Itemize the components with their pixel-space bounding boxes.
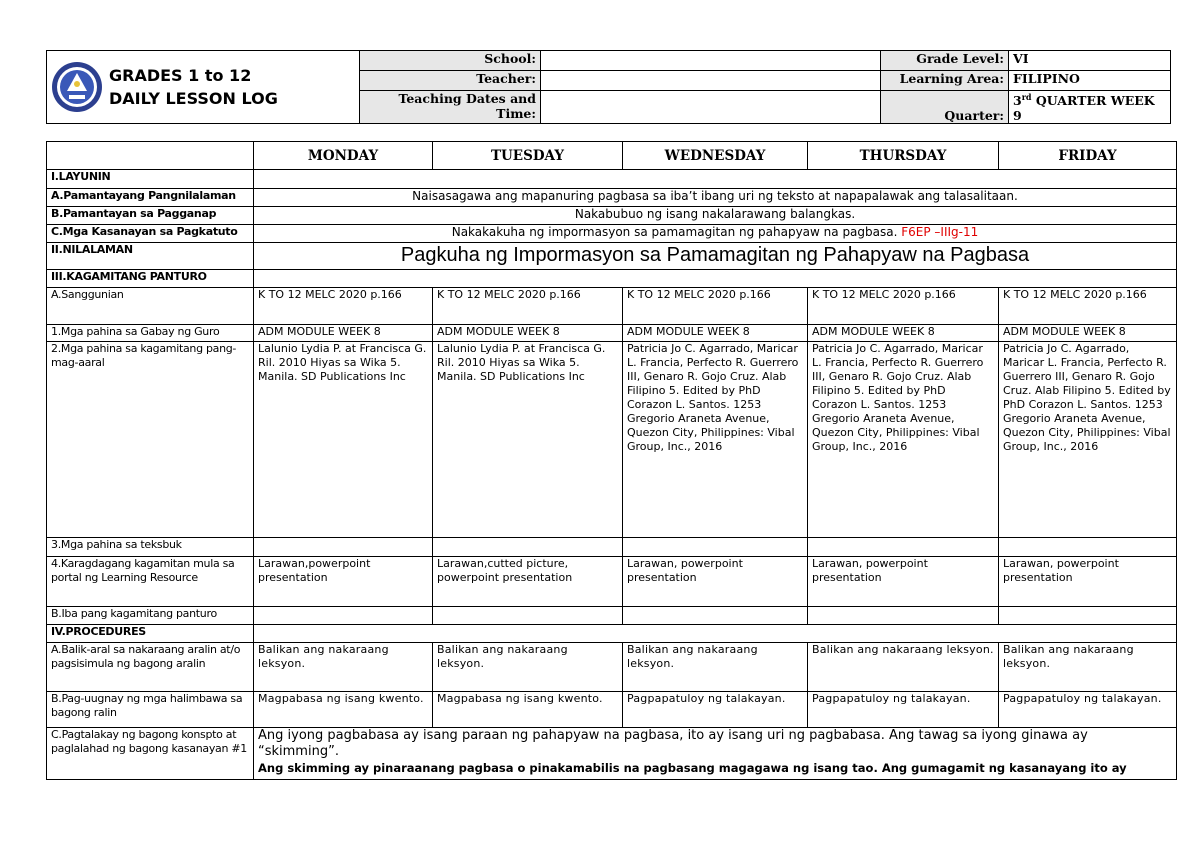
karagdagang-friday[interactable]: Larawan, powerpoint presentation <box>999 557 1177 607</box>
day-header-tuesday: TUESDAY <box>433 142 623 170</box>
kasanayan-text: Nakakakuha ng impormasyon sa pamamagitan ng pahapyaw na pagbasa. <box>451 225 898 239</box>
teacher-field[interactable] <box>541 71 881 91</box>
pagtalakay-paragraph-1: Ang iyong pagbabasa ay isang paraan ng pahapyaw na pagbasa, ito ay isang uri ng pagbabasa. Ang tawag sa iyong ginawa ay “skimming”. <box>258 728 1088 759</box>
label-kagamitang-pang-mag-aaral: 2.Mga pahina sa kagamitang pang-mag-aaral <box>47 342 254 538</box>
teksbuk-friday[interactable] <box>999 538 1177 557</box>
corner-cell <box>47 142 254 170</box>
quarter-field[interactable] <box>1009 91 1171 124</box>
teksbuk-tuesday[interactable] <box>433 538 623 557</box>
label-pamantayang-pangnilalaman: A.Pamantayang Pangnilalaman <box>47 189 254 207</box>
label-sanggunian: A.Sanggunian <box>47 288 254 325</box>
balik-friday[interactable]: Balikan ang nakaraang leksyon. <box>999 643 1177 692</box>
iba-friday[interactable] <box>999 607 1177 625</box>
kasanayan-code: F6EP –IIIg-11 <box>901 225 979 239</box>
day-header-wednesday: WEDNESDAY <box>623 142 808 170</box>
kagamitang-friday[interactable]: Patricia Jo C. Agarrado, Maricar L. Francia, Perfecto R. Guerrero III, Genaro R. Gojo Cruz. Alab Filipino 5. Edited by PhD Corazon L. Santos. 1253 Gregorio Araneta Avenue, Quezon City, Philippines: Vibal Group, Inc., 2016 <box>999 342 1177 538</box>
kagamitang-blank[interactable] <box>254 270 1177 288</box>
teacher-label: Teacher: <box>360 71 541 91</box>
value-kasanayan[interactable] <box>254 225 1177 243</box>
label-pag-uugnay: B.Pag-uugnay ng mga halimbawa sa bagong ralin <box>47 692 254 728</box>
grade-level-field[interactable]: VI <box>1009 51 1171 71</box>
kagamitang-tuesday[interactable]: Lalunio Lydia P. at Francisca G. Ril. 2010 Hiyas sa Wika 5. Manila. SD Publications Inc <box>433 342 623 538</box>
balik-tuesday[interactable]: Balikan ang nakaraang leksyon. <box>433 643 623 692</box>
balik-thursday[interactable]: Balikan ang nakaraang leksyon. <box>808 643 999 692</box>
quarter-ordinal: rd <box>1021 91 1032 102</box>
day-header-thursday: THURSDAY <box>808 142 999 170</box>
layunin-blank[interactable] <box>254 170 1177 189</box>
balik-wednesday[interactable]: Balikan ang nakaraang leksyon. <box>623 643 808 692</box>
gabay-monday[interactable]: ADM MODULE WEEK 8 <box>254 325 433 342</box>
paguugnay-friday[interactable]: Pagpapatuloy ng talakayan. <box>999 692 1177 728</box>
teaching-dates-label-line2: Time: <box>496 106 536 121</box>
label-gabay-ng-guro: 1.Mga pahina sa Gabay ng Guro <box>47 325 254 342</box>
label-iba-pang-kagamitan: B.Iba pang kagamitang panturo <box>47 607 254 625</box>
gabay-thursday[interactable]: ADM MODULE WEEK 8 <box>808 325 999 342</box>
sanggunian-thursday[interactable]: K TO 12 MELC 2020 p.166 <box>808 288 999 325</box>
paguugnay-monday[interactable]: Magpabasa ng isang kwento. <box>254 692 433 728</box>
karagdagang-tuesday[interactable]: Larawan,cutted picture, powerpoint presentation <box>433 557 623 607</box>
quarter-text: QUARTER WEEK 9 <box>1013 93 1155 123</box>
sanggunian-friday[interactable]: K TO 12 MELC 2020 p.166 <box>999 288 1177 325</box>
label-kasanayan: C.Mga Kasanayan sa Pagkatuto <box>47 225 254 243</box>
kagamitang-wednesday[interactable]: Patricia Jo C. Agarrado, Maricar L. Francia, Perfecto R. Guerrero III, Genaro R. Gojo Cruz. Alab Filipino 5. Edited by PhD Corazon L. Santos. 1253 Gregorio Araneta Avenue, Quezon City, Philippines: Vibal Group, Inc., 2016 <box>623 342 808 538</box>
paguugnay-thursday[interactable]: Pagpapatuloy ng talakayan. <box>808 692 999 728</box>
paguugnay-tuesday[interactable]: Magpabasa ng isang kwento. <box>433 692 623 728</box>
label-balik-aral: A.Balik-aral sa nakaraang aralin at/o pagsisimula ng bagong aralin <box>47 643 254 692</box>
day-header-friday: FRIDAY <box>999 142 1177 170</box>
school-label: School: <box>360 51 541 71</box>
section-kagamitang-panturo: III.KAGAMITANG PANTURO <box>47 270 254 288</box>
gabay-friday[interactable]: ADM MODULE WEEK 8 <box>999 325 1177 342</box>
iba-tuesday[interactable] <box>433 607 623 625</box>
label-pamantayan-pagganap: B.Pamantayan sa Pagganap <box>47 207 254 225</box>
sanggunian-monday[interactable]: K TO 12 MELC 2020 p.166 <box>254 288 433 325</box>
day-header-monday: MONDAY <box>254 142 433 170</box>
iba-wednesday[interactable] <box>623 607 808 625</box>
teaching-dates-label-line1: Teaching Dates and <box>398 91 536 106</box>
karagdagang-thursday[interactable]: Larawan, powerpoint presentation <box>808 557 999 607</box>
grade-level-label: Grade Level: <box>881 51 1009 71</box>
procedures-blank[interactable] <box>254 625 1177 643</box>
label-karagdagang-kagamitan: 4.Karagdagang kagamitan mula sa portal ng Learning Resource <box>47 557 254 607</box>
header-title-line2: DAILY LESSON LOG <box>109 89 278 108</box>
kagamitang-thursday[interactable]: Patricia Jo C. Agarrado, Maricar L. Francia, Perfecto R. Guerrero III, Genaro R. Gojo Cruz. Alab Filipino 5. Edited by PhD Corazon L. Santos. 1253 Gregorio Araneta Avenue, Quezon City, Philippines: Vibal Group, Inc., 2016 <box>808 342 999 538</box>
sanggunian-tuesday[interactable]: K TO 12 MELC 2020 p.166 <box>433 288 623 325</box>
header-table <box>46 50 1171 124</box>
iba-monday[interactable] <box>254 607 433 625</box>
section-procedures: IV.PROCEDURES <box>47 625 254 643</box>
section-nilalaman: II.NILALAMAN <box>47 243 254 270</box>
paguugnay-wednesday[interactable]: Pagpapatuloy ng talakayan. <box>623 692 808 728</box>
teaching-dates-label <box>360 91 541 124</box>
pagtalakay-paragraph-2: Ang skimming ay pinaraanang pagbasa o pinakamabilis na pagbasang magagawa ng isang tao. Ang gumagamit ng kasanayang ito ay <box>258 761 1127 775</box>
header-title-line1: GRADES 1 to 12 <box>109 66 252 85</box>
learning-area-field[interactable]: FILIPINO <box>1009 71 1171 91</box>
section-layunin: I.LAYUNIN <box>47 170 254 189</box>
quarter-number: 3 <box>1013 93 1022 108</box>
deped-seal-icon <box>51 61 103 113</box>
sanggunian-wednesday[interactable]: K TO 12 MELC 2020 p.166 <box>623 288 808 325</box>
value-pagtalakay[interactable] <box>254 728 1177 780</box>
label-teksbuk: 3.Mga pahina sa teksbuk <box>47 538 254 557</box>
teksbuk-monday[interactable] <box>254 538 433 557</box>
value-nilalaman[interactable]: Pagkuha ng Impormasyon sa Pamamagitan ng Pahapyaw na Pagbasa <box>254 243 1177 270</box>
learning-area-label: Learning Area: <box>881 71 1009 91</box>
label-pagtalakay: C.Pagtalakay ng bagong konspto at paglalahad ng bagong kasanayan #1 <box>47 728 254 780</box>
gabay-wednesday[interactable]: ADM MODULE WEEK 8 <box>623 325 808 342</box>
header-logo-cell <box>47 51 360 124</box>
quarter-label: Quarter: <box>881 91 1009 124</box>
karagdagang-wednesday[interactable]: Larawan, powerpoint presentation <box>623 557 808 607</box>
teksbuk-wednesday[interactable] <box>623 538 808 557</box>
value-pamantayan-pagganap[interactable]: Nakabubuo ng isang nakalarawang balangkas. <box>254 207 1177 225</box>
lesson-log-table <box>46 141 1177 780</box>
karagdagang-monday[interactable]: Larawan,powerpoint presentation <box>254 557 433 607</box>
balik-monday[interactable]: Balikan ang nakaraang leksyon. <box>254 643 433 692</box>
teksbuk-thursday[interactable] <box>808 538 999 557</box>
gabay-tuesday[interactable]: ADM MODULE WEEK 8 <box>433 325 623 342</box>
value-pamantayang-pangnilalaman[interactable]: Naisasagawa ang mapanuring pagbasa sa iba’t ibang uri ng teksto at napapalawak ang talasalitaan. <box>254 189 1177 207</box>
iba-thursday[interactable] <box>808 607 999 625</box>
teaching-dates-field[interactable] <box>541 91 881 124</box>
kagamitang-monday[interactable]: Lalunio Lydia P. at Francisca G. Ril. 2010 Hiyas sa Wika 5. Manila. SD Publications Inc <box>254 342 433 538</box>
school-field[interactable] <box>541 51 881 71</box>
